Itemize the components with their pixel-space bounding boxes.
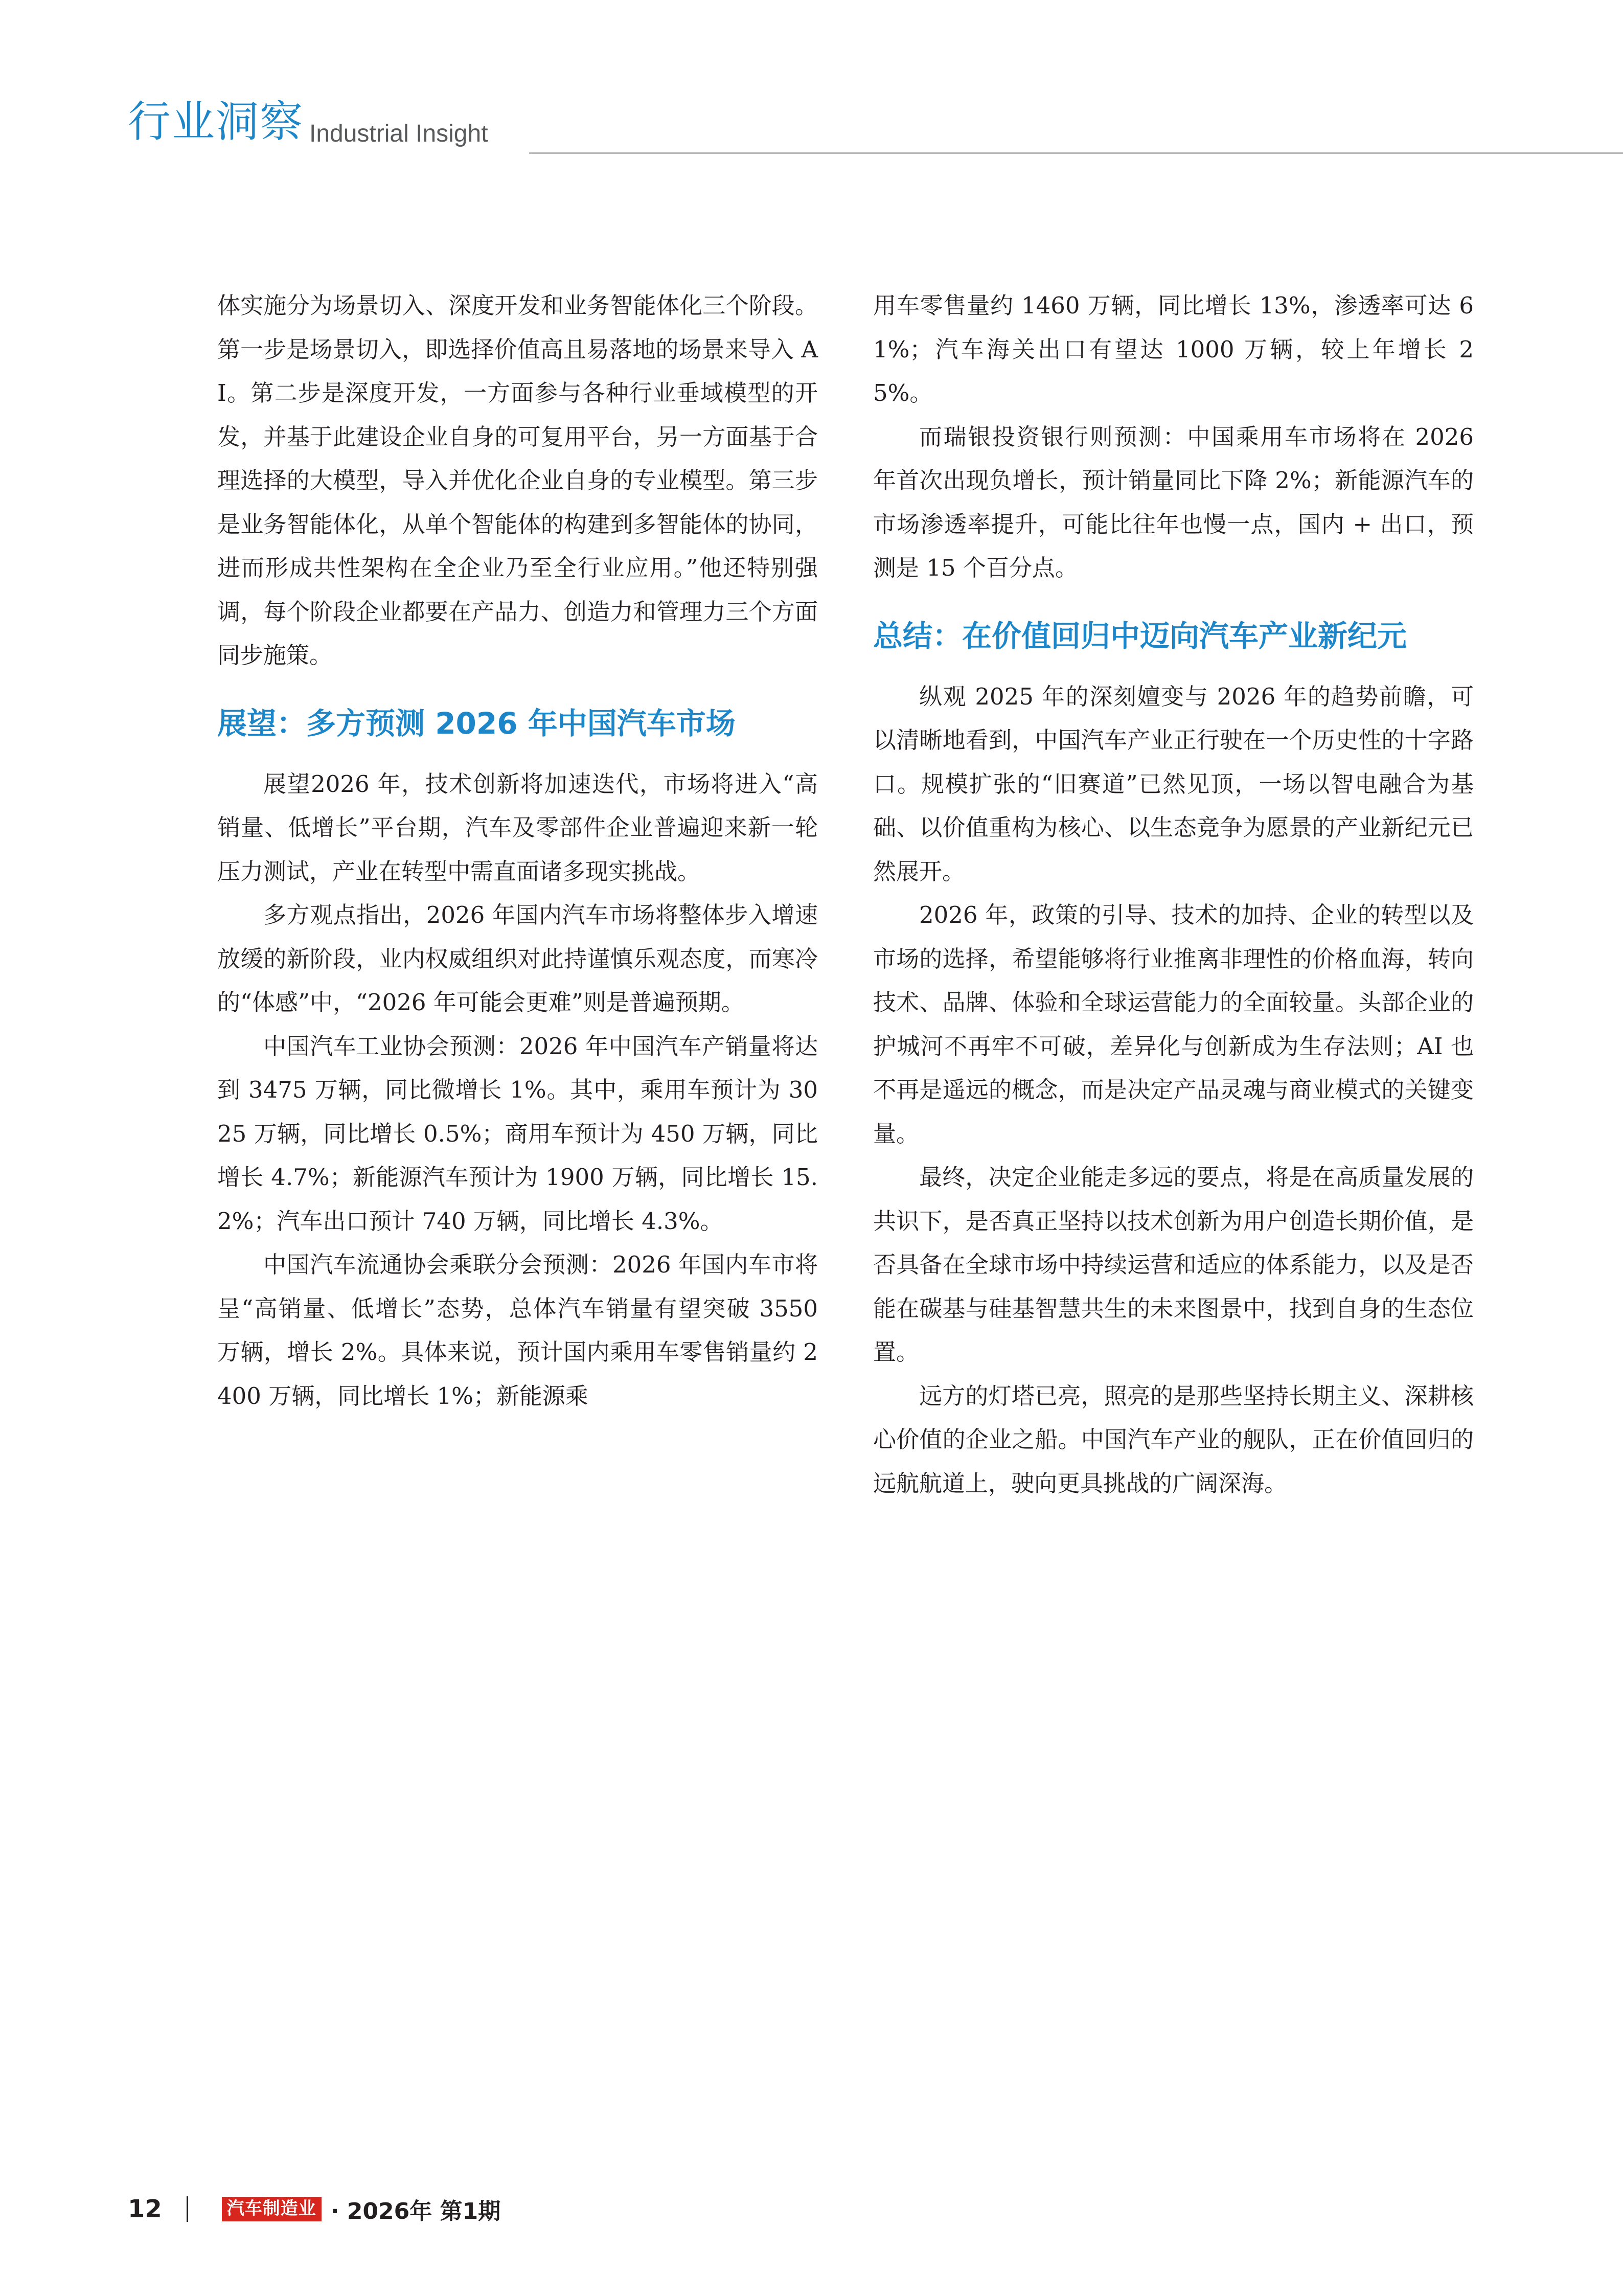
paragraph: 中国汽车工业协会预测：2026 年中国汽车产销量将达到 3475 万辆，同比微增长 1%。其中，乘用车预计为 3025 万辆，同比增长 0.5%；商用车预计为 450 万辆，同比增长 4.7%；新能源汽车预计为 1900 万辆，同比增长 15.2%；汽车出口预计 740 万辆，同比增长 4.3%。 (217, 1032, 818, 1235)
paragraph: 而瑞银投资银行则预测：中国乘用车市场将在 2026 年首次出现负增长，预计销量同比下降 2%；新能源汽车的市场渗透率提升，可能比往年也慢一点，国内 + 出口，预测是 15 个百分点。 (873, 423, 1474, 581)
right-column (873, 284, 1474, 1505)
paragraph: 最终，决定企业能走多远的要点，将是在高质量发展的共识下，是否真正坚持以技术创新为用户创造长期价值，是否具备在全球市场中持续运营和适应的体系能力，以及是否能在碳基与硅基智慧共生的未来图景中，找到自身的生态位置。 (873, 1164, 1474, 1366)
section-title: 行业洞察 (128, 97, 304, 147)
section-heading-summary: 总结：在价值回归中迈向汽车产业新纪元 (873, 618, 1407, 653)
paragraph: 2026 年，政策的引导、技术的加持、企业的转型以及市场的选择，希望能够将行业推离非理性的价格血海，转向技术、品牌、体验和全球运营能力的全面较量。头部企业的护城河不再牢不可破，差异化与创新成为生存法则；AI 也不再是遥远的概念，而是决定产品灵魂与商业模式的关键变量。 (873, 901, 1474, 1147)
paragraph: 多方观点指出，2026 年国内汽车市场将整体步入增速放缓的新阶段，业内权威组织对此持谨慎乐观态度，而寒冷的“体感”中，“2026 年可能会更难”则是普遍预期。 (217, 901, 818, 1016)
section-heading-outlook: 展望：多方预测 2026 年中国汽车市场 (217, 706, 736, 741)
magazine-logo: 汽车制造业 (222, 2197, 322, 2221)
page-number: 12 (128, 2195, 162, 2223)
page-footer (128, 2191, 500, 2227)
paragraph: 中国汽车流通协会乘联分会预测：2026 年国内车市将呈“高销量、低增长”态势，总体汽车销量有望突破 3550 万辆，增长 2%。具体来说，预计国内乘用车零售销量约 2400 万辆，同比增长 1%；新能源乘 (217, 1251, 818, 1410)
footer-divider (187, 2196, 188, 2222)
paragraph: 纵观 2025 年的深刻嬗变与 2026 年的趋势前瞻，可以清晰地看到，中国汽车产业正行驶在一个历史性的十字路口。规模扩张的“旧赛道”已然见顶，一场以智电融合为基础、以价值重构为核心、以生态竞争为愿景的产业新纪元已然展开。 (873, 683, 1474, 885)
paragraph: 体实施分为场景切入、深度开发和业务智能体化三个阶段。第一步是场景切入，即选择价值高且易落地的场景来导入 AI。第二步是深度开发，一方面参与各种行业垂域模型的开发，并基于此建设企业自身的可复用平台，另一方面基于合理选择的大模型，导入并优化企业自身的专业模型。第三步是业务智能体化，从单个智能体的构建到多智能体的协同，进而形成共性架构在全企业乃至全行业应用。”他还特别强调，每个阶段企业都要在产品力、创造力和管理力三个方面同步施策。 (217, 292, 818, 669)
paragraph: 展望2026 年，技术创新将加速迭代，市场将进入“高销量、低增长”平台期，汽车及零部件企业普遍迎来新一轮压力测试，产业在转型中需直面诸多现实挑战。 (217, 770, 818, 885)
section-subtitle: Industrial Insight (309, 120, 488, 147)
left-column (217, 284, 818, 1418)
header-divider (529, 152, 1623, 154)
paragraph: 远方的灯塔已亮，照亮的是那些坚持长期主义、深耕核心价值的企业之船。中国汽车产业的舰队，正在价值回归的远航航道上，驶向更具挑战的广阔深海。 (873, 1382, 1474, 1497)
paragraph: 用车零售量约 1460 万辆，同比增长 13%，渗透率可达 61%；汽车海关出口有望达 1000 万辆，较上年增长 25%。 (873, 292, 1474, 406)
issue-info: · 2026年 第1期 (330, 2198, 501, 2224)
